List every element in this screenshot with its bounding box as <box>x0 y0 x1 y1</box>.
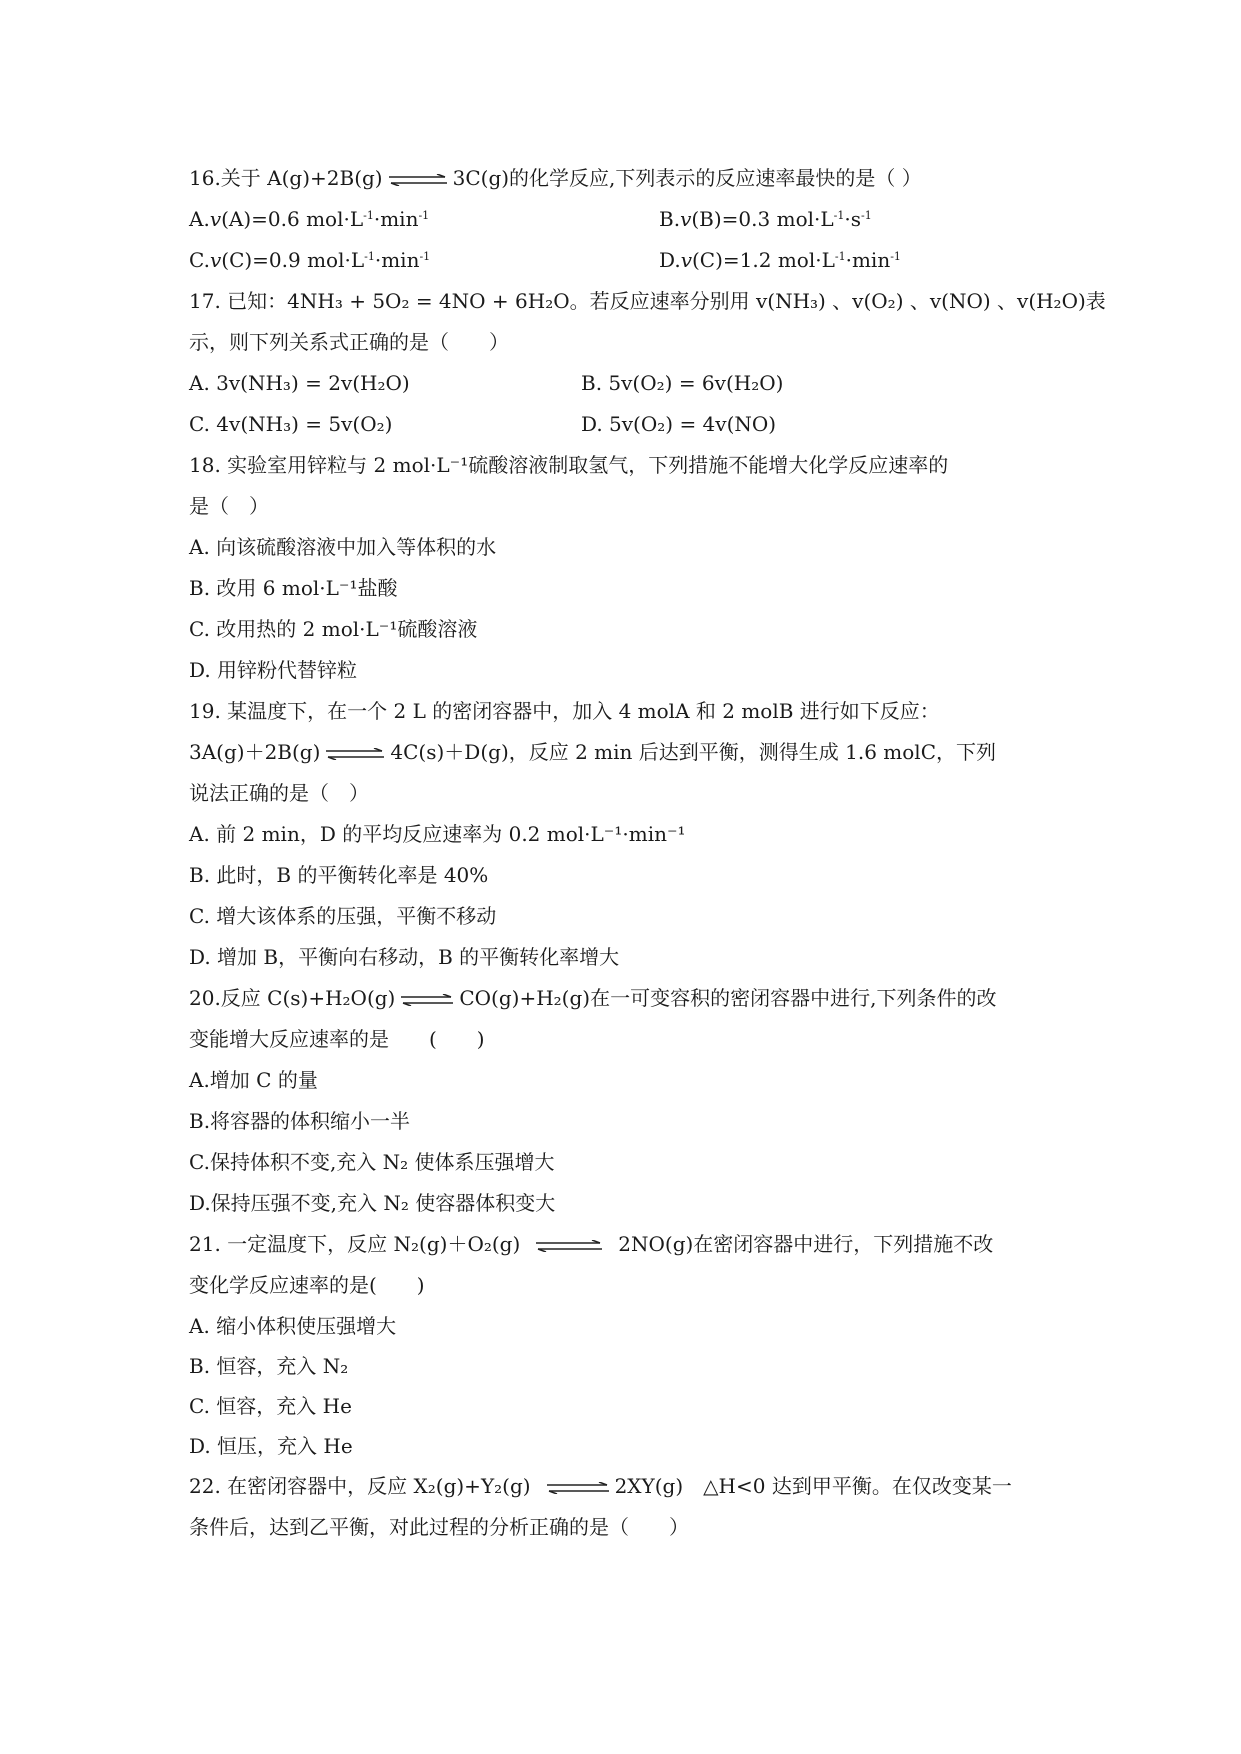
q20-stem-b: CO(g)+H₂(g)在一可变容积的密闭容器中进行,下列条件的改 <box>459 986 997 1010</box>
q20-option-d: D.保持压强不变,充入 N₂ 使容器体积变大 <box>189 1191 556 1215</box>
q21-option-d: D. 恒压，充入 He <box>189 1434 353 1458</box>
q22-stem-line1 <box>189 1466 1069 1507</box>
q19-stem-line3: 说法正确的是（ ） <box>189 781 369 805</box>
q21-option-a: A. 缩小体积使压强增大 <box>189 1314 397 1338</box>
q17-option-c: C. 4v(NH₃) = 5v(O₂) <box>189 412 393 436</box>
q16-stem <box>189 158 1069 199</box>
q21-option-c: C. 恒容，充入 He <box>189 1394 352 1418</box>
q16-option-c: C.v(C)=0.9 $mol\cdot L^{-1}\cdot\min^{-1}$ <box>189 248 431 272</box>
q22-stem-b: 2XY(g) △H<0 达到甲平衡。在仅改变某一 <box>614 1474 1012 1498</box>
q18-stem-line1: 18. 实验室用锌粒与 2 mol·L⁻¹硫酸溶液制取氢气，下列措施不能增大化学反应速率的 <box>189 453 949 477</box>
q18-option-b: B. 改用 6 mol·L⁻¹盐酸 <box>189 576 398 600</box>
q16-options-row1 <box>189 199 1069 240</box>
q16-option-b: B.v(B)=0.3 $mol\cdot L^{-1}\cdot s^{-1}$ <box>659 207 872 231</box>
q20-option-c: C.保持体积不变,充入 N₂ 使体系压强增大 <box>189 1150 555 1174</box>
q17-stem-line1: 17. 已知：4NH₃ + 5O₂ = 4NO + 6H₂O。若反应速率分别用 v(NH₃) 、v(O₂) 、v(NO) 、v(H₂O)表 <box>189 289 1106 313</box>
q19-stem-line1: 19. 某温度下，在一个 2 L 的密闭容器中，加入 4 molA 和 2 molB 进行如下反应： <box>189 699 940 723</box>
q16-options-row2 <box>189 240 1069 281</box>
q21-stem-a: 21. 一定温度下，反应 N₂(g)＋O₂(g) <box>189 1232 521 1256</box>
q21-stem-line2: 变化学反应速率的是( ) <box>189 1273 425 1297</box>
q19-stem-line2 <box>189 732 1069 773</box>
q16-option-d: D.v(C)=1.2 $mol\cdot L^{-1}\cdot\min^{-1}$ <box>659 248 901 272</box>
q20-option-a: A.增加 C 的量 <box>189 1068 318 1092</box>
q17-option-a: A. 3v(NH₃) = 2v(H₂O) <box>189 371 410 395</box>
equilibrium-arrow-icon <box>324 748 386 760</box>
q20-option-b: B.将容器的体积缩小一半 <box>189 1109 411 1133</box>
q17-option-b: B. 5v(O₂) = 6v(H₂O) <box>581 371 784 395</box>
q20-stem-line1 <box>189 978 1069 1019</box>
q20-stem-line2: 变能增大反应速率的是 ( ) <box>189 1027 485 1051</box>
q17-options-row1 <box>189 363 1069 404</box>
q18-option-a: A. 向该硫酸溶液中加入等体积的水 <box>189 535 497 559</box>
q19-eq-b: 4C(s)＋D(g)，反应 2 min 后达到平衡，测得生成 1.6 molC，下列 <box>390 740 997 764</box>
q16-stem-b: 3C(g)的化学反应,下列表示的反应速率最快的是（ ） <box>452 166 922 190</box>
q19-option-b: B. 此时，B 的平衡转化率是 40% <box>189 863 489 887</box>
q21-stem-line1 <box>189 1224 1069 1265</box>
q22-stem-a: 22. 在密闭容器中，反应 X₂(g)+Y₂(g) <box>189 1474 531 1498</box>
q16-stem-a: 16.关于 A(g)+2B(g) <box>189 166 383 190</box>
q19-option-d: D. 增加 B，平衡向右移动，B 的平衡转化率增大 <box>189 945 620 969</box>
q22-stem-line2: 条件后，达到乙平衡，对此过程的分析正确的是（ ） <box>189 1515 689 1539</box>
q18-stem-line2: 是（ ） <box>189 494 269 518</box>
q18-option-d: D. 用锌粉代替锌粒 <box>189 658 358 682</box>
q21-option-b: B. 恒容，充入 N₂ <box>189 1354 349 1378</box>
q17-option-d: D. 5v(O₂) = 4v(NO) <box>581 412 777 436</box>
q17-options-row2 <box>189 404 1069 445</box>
q19-option-c: C. 增大该体系的压强，平衡不移动 <box>189 904 497 928</box>
exam-page <box>189 158 1106 1548</box>
equilibrium-arrow-icon <box>387 174 449 186</box>
q16-option-a: A.v(A)=0.6 $mol\cdot L^{-1}\cdot\min^{-1}$ <box>189 207 430 231</box>
q19-option-a: A. 前 2 min，D 的平均反应速率为 0.2 mol·L⁻¹·min⁻¹ <box>189 822 686 846</box>
q17-stem-line2: 示，则下列关系式正确的是（ ） <box>189 330 509 354</box>
equilibrium-arrow-icon <box>534 1240 604 1252</box>
q21-stem-b: 2NO(g)在密闭容器中进行，下列措施不改 <box>618 1232 994 1256</box>
q20-stem-a: 20.反应 C(s)+H₂O(g) <box>189 986 396 1010</box>
equilibrium-arrow-icon <box>399 994 455 1006</box>
equilibrium-arrow-icon <box>545 1482 611 1494</box>
q19-eq-a: 3A(g)＋2B(g) <box>189 740 321 764</box>
q18-option-c: C. 改用热的 2 mol·L⁻¹硫酸溶液 <box>189 617 478 641</box>
